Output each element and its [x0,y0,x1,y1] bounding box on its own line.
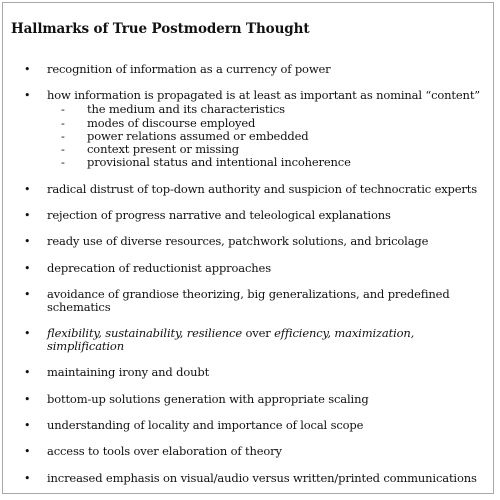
dash-icon: - [61,141,65,156]
document-title: Hallmarks of True Postmodern Thought [11,21,310,37]
bullet-icon: • [24,63,31,76]
list-item-text: how information is propagated is at least as important as nominal “content” [47,88,481,103]
list-item-text: radical distrust of top-down authority and suspicion of technocratic experts [47,181,477,196]
list-item [3,445,493,458]
dash-icon: - [61,102,65,117]
emphasis-text: flexibility, sustainability, resilience [47,326,242,341]
sub-list-item [3,156,493,169]
list-item [3,262,493,275]
bullet-icon: • [24,89,31,103]
sub-list-item-text: provisional status and intentional incoherence [87,155,351,170]
list-item-text: avoidance of grandiose theorizing, big generalizations, and predefined schematics [47,286,450,314]
sub-list [47,103,493,169]
bullet-icon: • [24,287,31,301]
bullet-icon: • [24,392,31,406]
list-item-text: recognition of information as a currency of power [47,62,331,76]
list-item [3,472,493,485]
document-frame [2,2,494,494]
dash-icon: - [61,155,65,170]
sub-list-item-text: power relations assumed or embedded [87,128,309,143]
list-item-text: rejection of progress narrative and teleological explanations [47,207,391,222]
list-item [3,288,493,314]
list-item-text-mixed [47,327,493,353]
emphasis-text: efficiency, maximization, simplification [47,326,415,354]
list-item [3,366,493,379]
list-item [3,235,493,248]
bullet-icon: • [24,366,31,380]
bullet-icon: • [24,471,31,485]
bullet-icon: • [24,261,31,275]
list-item [3,183,493,196]
bullet-icon: • [24,235,31,249]
list-item-text: deprecation of reductionist approaches [47,260,271,275]
list-item [3,393,493,406]
sub-list-item-text: context present or missing [87,141,240,156]
list-item [3,419,493,432]
hallmarks-list [3,63,493,498]
bullet-icon: • [24,418,31,432]
sub-list-item-text: the medium and its characteristics [87,102,285,117]
dash-icon: - [61,115,65,130]
bullet-icon: • [24,208,31,222]
list-item [3,209,493,222]
list-item [3,89,493,169]
dash-icon: - [61,128,65,143]
list-item-text: access to tools over elaboration of theory [47,444,282,459]
list-item-text: ready use of diverse resources, patchwork solutions, and bricolage [47,234,429,249]
list-item-text: increased emphasis on visual/audio versus written/printed communications [47,470,477,485]
list-item-text: understanding of locality and importance of local scope [47,417,364,432]
sub-list-item [3,130,493,143]
bullet-icon: • [24,445,31,459]
list-item-text: maintaining irony and doubt [47,365,210,380]
list-item [3,63,493,76]
bullet-icon: • [24,182,31,196]
connector-text: over [241,326,275,341]
sub-list-item-text: modes of discourse employed [87,115,256,130]
list-item-text: bottom-up solutions generation with appropriate scaling [47,391,369,406]
list-item [3,327,493,353]
bullet-icon: • [24,327,31,341]
